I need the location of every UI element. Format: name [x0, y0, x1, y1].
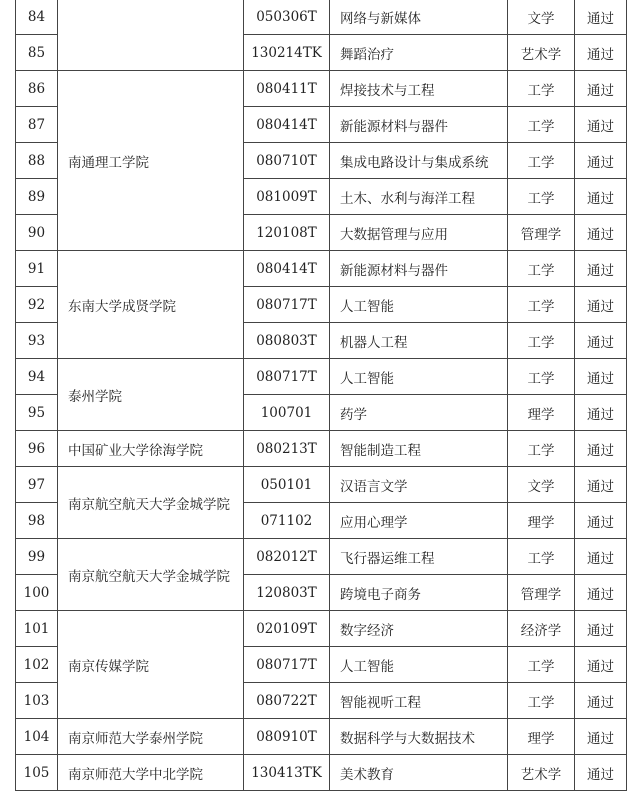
major-name: 药学 — [330, 395, 508, 431]
row-number: 100 — [16, 575, 58, 611]
review-result: 通过 — [575, 467, 627, 503]
discipline-category: 理学 — [508, 395, 575, 431]
major-name: 人工智能 — [330, 287, 508, 323]
major-code: 130214TK — [244, 35, 330, 71]
row-number: 94 — [16, 359, 58, 395]
school-name: 南京航空航天大学金城学院 — [58, 467, 244, 539]
discipline-category: 管理学 — [508, 215, 575, 251]
major-name: 数字经济 — [330, 611, 508, 647]
discipline-category: 工学 — [508, 251, 575, 287]
major-code: 080411T — [244, 71, 330, 107]
major-code: 080213T — [244, 431, 330, 467]
table-row — [16, 467, 627, 503]
major-code: 100701 — [244, 395, 330, 431]
major-name: 应用心理学 — [330, 503, 508, 539]
review-result: 通过 — [575, 575, 627, 611]
review-result: 通过 — [575, 683, 627, 719]
major-code: 020109T — [244, 611, 330, 647]
review-result: 通过 — [575, 107, 627, 143]
review-result: 通过 — [575, 215, 627, 251]
row-number: 98 — [16, 503, 58, 539]
major-name: 新能源材料与器件 — [330, 107, 508, 143]
discipline-category: 文学 — [508, 467, 575, 503]
discipline-category: 管理学 — [508, 575, 575, 611]
major-code: 071102 — [244, 503, 330, 539]
table-row — [16, 71, 627, 107]
table-row — [16, 611, 627, 647]
review-result: 通过 — [575, 503, 627, 539]
review-result: 通过 — [575, 35, 627, 71]
major-name: 数据科学与大数据技术 — [330, 719, 508, 755]
review-result: 通过 — [575, 647, 627, 683]
table-row — [16, 0, 627, 35]
major-code: 080717T — [244, 287, 330, 323]
row-number: 105 — [16, 755, 58, 791]
discipline-category: 工学 — [508, 179, 575, 215]
school-name: 东南大学成贤学院 — [58, 251, 244, 359]
review-result: 通过 — [575, 395, 627, 431]
discipline-category: 理学 — [508, 503, 575, 539]
review-result: 通过 — [575, 143, 627, 179]
discipline-category: 工学 — [508, 143, 575, 179]
major-name: 智能视听工程 — [330, 683, 508, 719]
table-row — [16, 251, 627, 287]
review-result: 通过 — [575, 179, 627, 215]
major-code: 080910T — [244, 719, 330, 755]
major-name: 飞行器运维工程 — [330, 539, 508, 575]
row-number: 97 — [16, 467, 58, 503]
discipline-category: 理学 — [508, 719, 575, 755]
discipline-category: 工学 — [508, 647, 575, 683]
discipline-category: 艺术学 — [508, 35, 575, 71]
major-code: 080414T — [244, 251, 330, 287]
row-number: 102 — [16, 647, 58, 683]
major-code: 080717T — [244, 647, 330, 683]
major-code: 080722T — [244, 683, 330, 719]
school-name — [58, 0, 244, 71]
approval-table — [15, 0, 627, 791]
school-name: 泰州学院 — [58, 359, 244, 431]
major-name: 汉语言文学 — [330, 467, 508, 503]
major-name: 新能源材料与器件 — [330, 251, 508, 287]
row-number: 86 — [16, 71, 58, 107]
school-name: 南通理工学院 — [58, 71, 244, 251]
discipline-category: 工学 — [508, 359, 575, 395]
major-name: 焊接技术与工程 — [330, 71, 508, 107]
school-name: 南京传媒学院 — [58, 611, 244, 719]
row-number: 87 — [16, 107, 58, 143]
row-number: 84 — [16, 0, 58, 35]
major-code: 050101 — [244, 467, 330, 503]
discipline-category: 工学 — [508, 539, 575, 575]
major-name: 土木、水利与海洋工程 — [330, 179, 508, 215]
review-result: 通过 — [575, 251, 627, 287]
school-name: 中国矿业大学徐海学院 — [58, 431, 244, 467]
major-code: 081009T — [244, 179, 330, 215]
major-name: 人工智能 — [330, 359, 508, 395]
row-number: 89 — [16, 179, 58, 215]
discipline-category: 工学 — [508, 323, 575, 359]
row-number: 85 — [16, 35, 58, 71]
review-result: 通过 — [575, 0, 627, 35]
major-name: 大数据管理与应用 — [330, 215, 508, 251]
major-code: 080803T — [244, 323, 330, 359]
review-result: 通过 — [575, 71, 627, 107]
major-code: 080414T — [244, 107, 330, 143]
major-name: 网络与新媒体 — [330, 0, 508, 35]
major-code: 120108T — [244, 215, 330, 251]
review-result: 通过 — [575, 359, 627, 395]
major-name: 机器人工程 — [330, 323, 508, 359]
row-number: 93 — [16, 323, 58, 359]
table-row — [16, 431, 627, 467]
row-number: 104 — [16, 719, 58, 755]
discipline-category: 经济学 — [508, 611, 575, 647]
review-result: 通过 — [575, 611, 627, 647]
major-name: 舞蹈治疗 — [330, 35, 508, 71]
row-number: 99 — [16, 539, 58, 575]
table-row — [16, 719, 627, 755]
row-number: 103 — [16, 683, 58, 719]
school-name: 南京航空航天大学金城学院 — [58, 539, 244, 611]
table-row — [16, 755, 627, 791]
row-number: 95 — [16, 395, 58, 431]
discipline-category: 文学 — [508, 0, 575, 35]
major-code: 080717T — [244, 359, 330, 395]
review-result: 通过 — [575, 323, 627, 359]
discipline-category: 艺术学 — [508, 755, 575, 791]
row-number: 96 — [16, 431, 58, 467]
review-result: 通过 — [575, 287, 627, 323]
discipline-category: 工学 — [508, 431, 575, 467]
discipline-category: 工学 — [508, 71, 575, 107]
major-code: 050306T — [244, 0, 330, 35]
major-code: 080710T — [244, 143, 330, 179]
review-result: 通过 — [575, 431, 627, 467]
discipline-category: 工学 — [508, 683, 575, 719]
major-name: 智能制造工程 — [330, 431, 508, 467]
major-name: 人工智能 — [330, 647, 508, 683]
major-code: 082012T — [244, 539, 330, 575]
discipline-category: 工学 — [508, 287, 575, 323]
review-result: 通过 — [575, 755, 627, 791]
major-name: 美术教育 — [330, 755, 508, 791]
major-name: 跨境电子商务 — [330, 575, 508, 611]
major-code: 120803T — [244, 575, 330, 611]
row-number: 88 — [16, 143, 58, 179]
row-number: 91 — [16, 251, 58, 287]
school-name: 南京师范大学中北学院 — [58, 755, 244, 791]
table-row — [16, 539, 627, 575]
major-name: 集成电路设计与集成系统 — [330, 143, 508, 179]
review-result: 通过 — [575, 719, 627, 755]
school-name: 南京师范大学泰州学院 — [58, 719, 244, 755]
review-result: 通过 — [575, 539, 627, 575]
discipline-category: 工学 — [508, 107, 575, 143]
row-number: 90 — [16, 215, 58, 251]
major-code: 130413TK — [244, 755, 330, 791]
table-row — [16, 359, 627, 395]
row-number: 92 — [16, 287, 58, 323]
row-number: 101 — [16, 611, 58, 647]
